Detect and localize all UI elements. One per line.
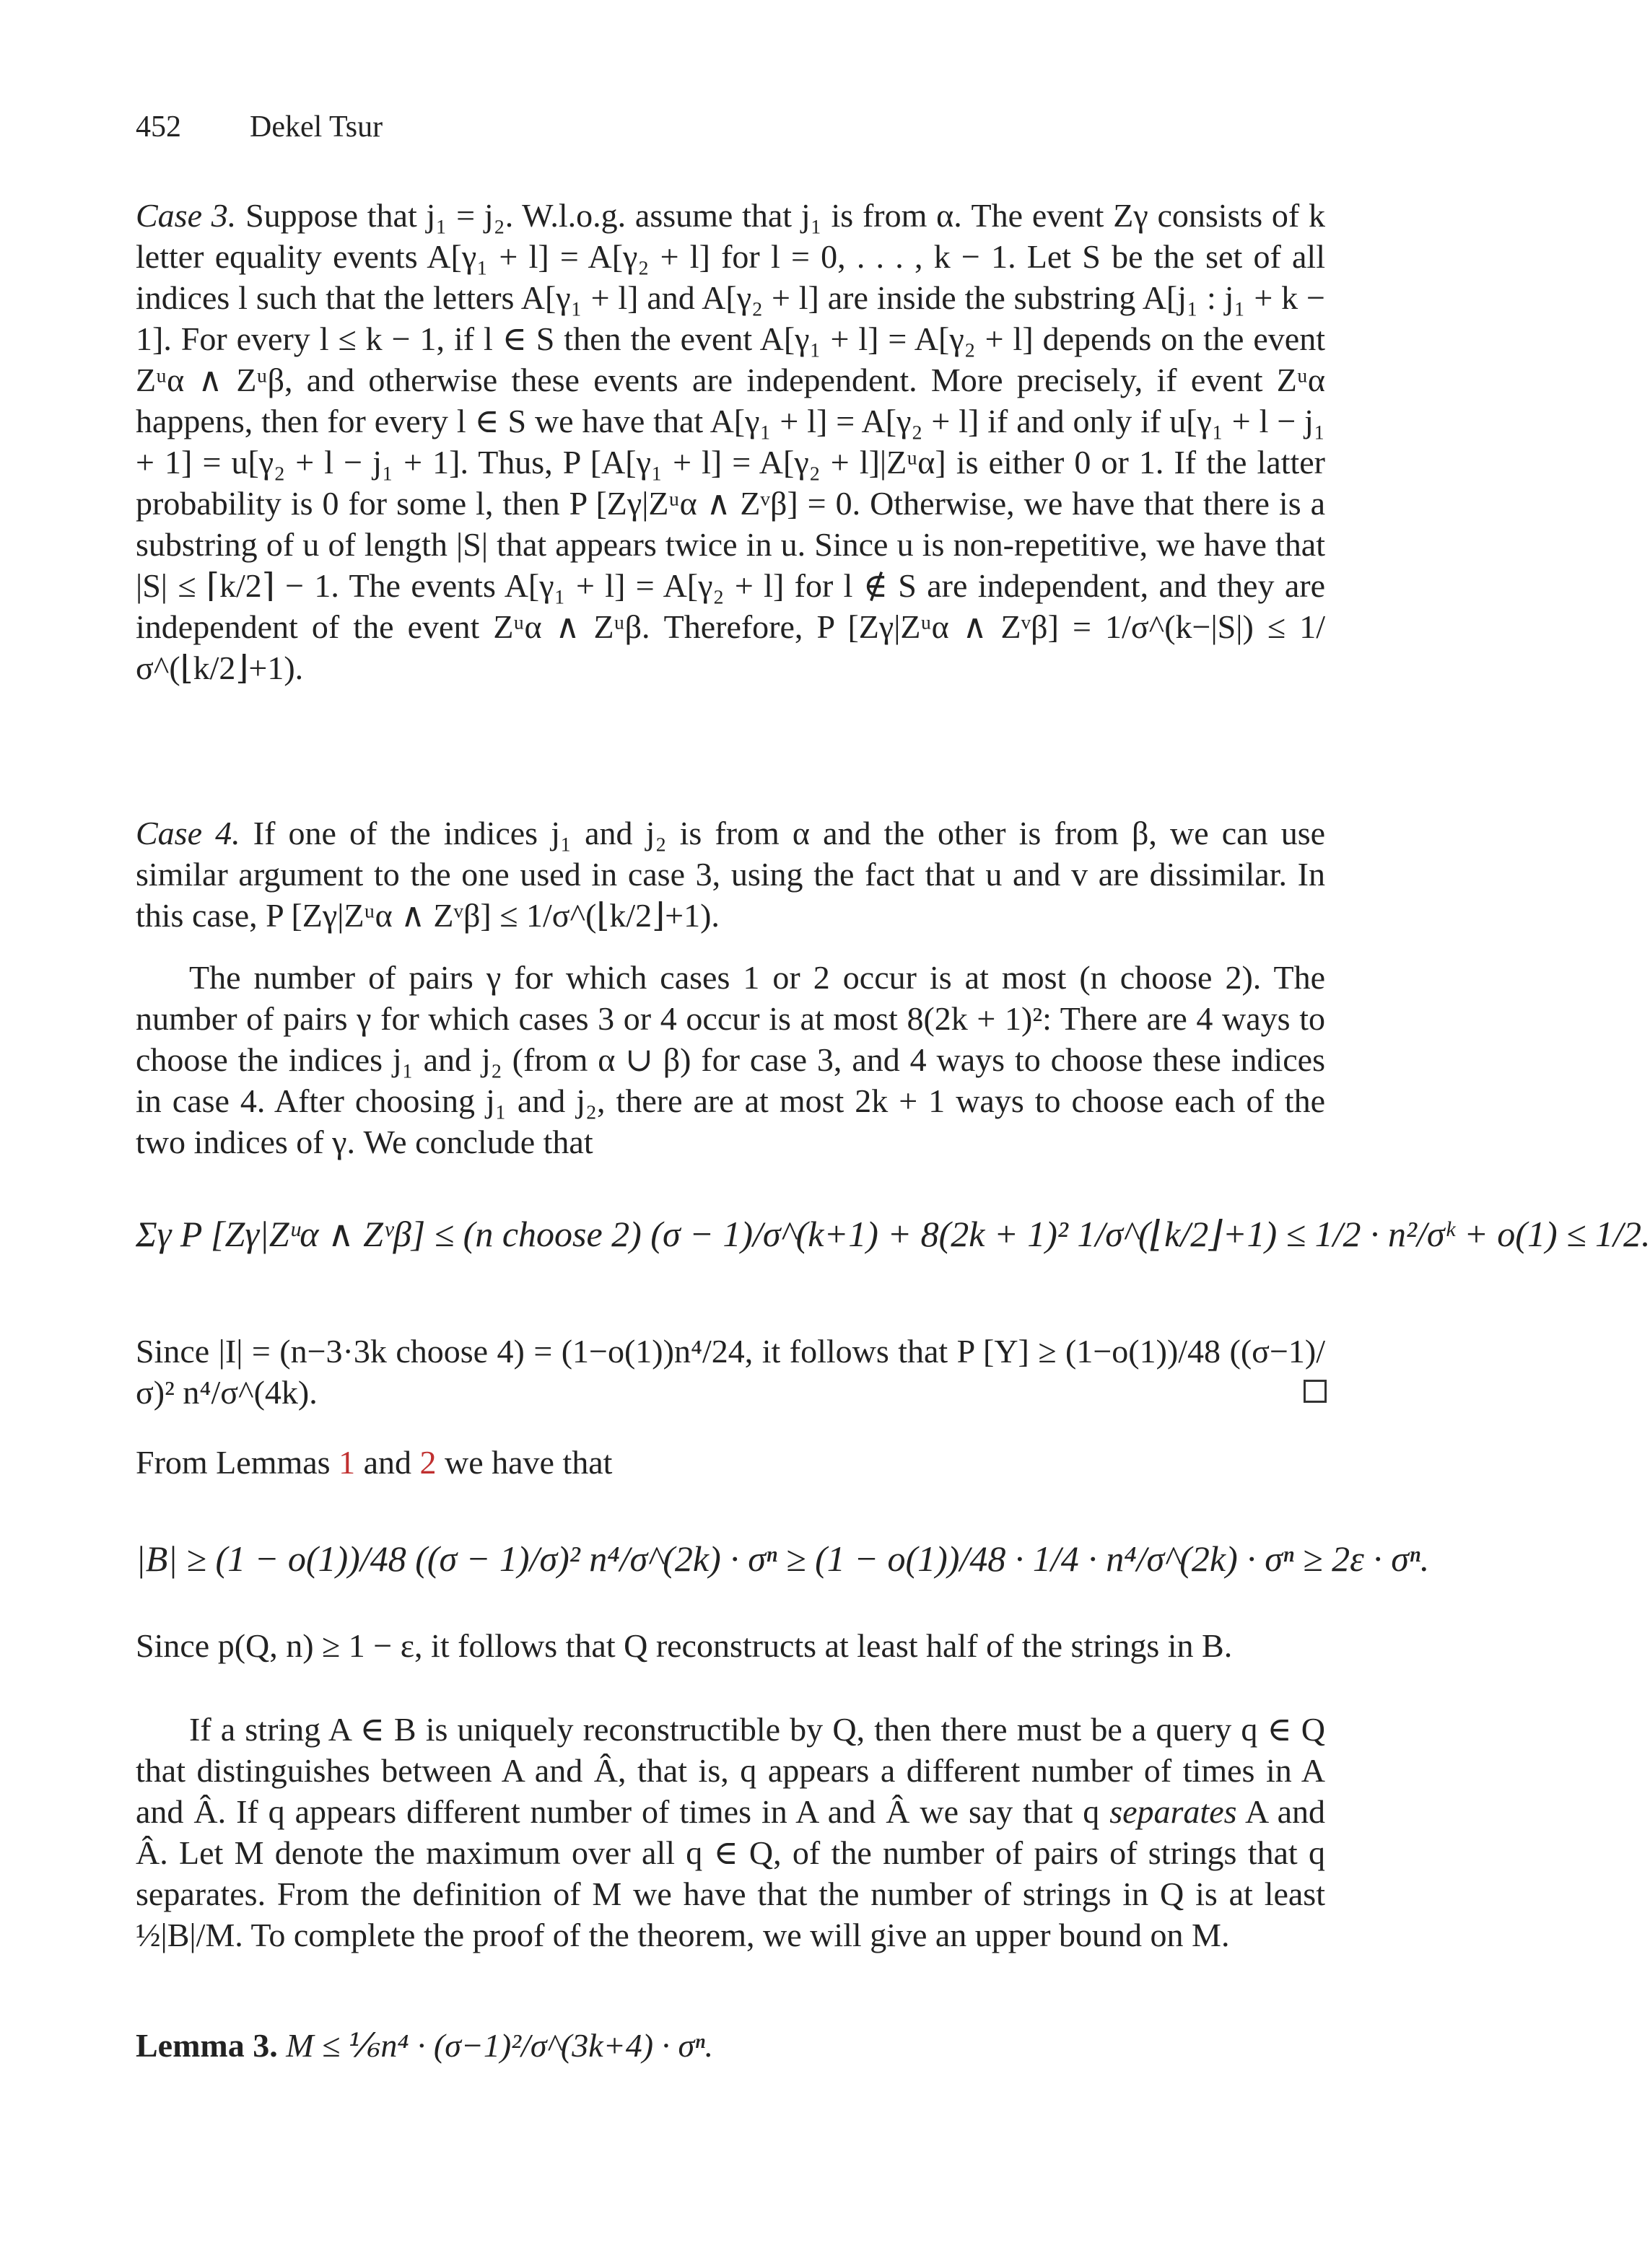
lemma-1-link[interactable]: 1 (339, 1444, 356, 1481)
sum-equation: Σγ P [Zγ|Zᵘα ∧ Zᵛβ] ≤ (n choose 2) (σ − 1)/σ^(k+1) + 8(2k + 1)² 1/σ^(⌊k/2⌋+1) ≤ 1/2 · n²/σᵏ + o(1) ≤ 1/2. (136, 1214, 1650, 1254)
string-paragraph (136, 1709, 1325, 1956)
case4-text: If one of the indices j₁ and j₂ is from α and the other is from β, we can use similar argument to the one used in case 3, using the fact that u and v are dissimilar. In this case, P [Zγ|Zᵘα ∧ Zᵛβ] ≤ 1/σ^(⌊k/2⌋+1). (136, 815, 1326, 934)
lemma3-label: Lemma 3. (136, 2027, 278, 2064)
lemma-2-link[interactable]: 2 (419, 1444, 437, 1481)
pairs-paragraph (136, 957, 1325, 1163)
since-p-text: Since p(Q, n) ≥ 1 − ε, it follows that Q reconstructs at least half of the strings in B. (136, 1627, 1233, 1664)
B-equation: |B| ≥ (1 − o(1))/48 ((σ − 1)/σ)² n⁴/σ^(2k) · σⁿ ≥ (1 − o(1))/48 · 1/4 · n⁴/σ^(2k) · σⁿ ≥ 2ε · σⁿ. (136, 1538, 1430, 1579)
case3-label: Case 3. (136, 197, 237, 234)
since-p-paragraph (136, 1625, 1325, 1666)
from-lemmas-paragraph (136, 1442, 1325, 1483)
string-text-part2: A and Â. Let M denote the maximum over all q ∈ Q, of the number of pairs of strings that q separates. From the definition of M we have that the number of strings in Q is at least ½|B|/M. To complete the proof of the theorem, we will give an upper bound on M. (136, 1793, 1326, 1953)
running-header (136, 108, 383, 146)
author-name: Dekel Tsur (250, 110, 383, 144)
string-text-part1: If a string A ∈ B is uniquely reconstructible by Q, then there must be a query q ∈ Q that distinguishes between A and Â, that is, q appears a different number of times in A and Â. If q appears different number of times in A and Â we say that q (136, 1711, 1325, 1830)
case3-text: Suppose that j₁ = j₂. W.l.o.g. assume that j₁ is from α. The event Zγ consists of k letter equality events A[γ₁ + l] = A[γ₂ + l] for l = 0, . . . , k − 1. Let S be the set of all indices l such that the letters A[γ₁ + l] and A[γ₂ + l] are inside the substring A[j₁ : j₁ + k − 1]. For every l ≤ k − 1, if l ∈ S then the event A[γ₁ + l] = A[γ₂ + l] depends on the event Zᵘα ∧ Zᵘβ, and otherwise these events are independent. More precisely, if event Zᵘα happens, then for every l ∈ S we have that A[γ₁ + l] = A[γ₂ + l] if and only if u[γ₁ + l − j₁ + 1] = u[γ₂ + l − j₁ + 1]. Thus, P [A[γ₁ + l] = A[γ₂ + l]|Zᵘα] is either 0 or 1. If the latter probability is 0 for some l, then P [Zγ|Zᵘα ∧ Zᵛβ] = 0. Otherwise, we have that there is a substring of u of length |S| that appears twice in u. Since u is non-repetitive, we have that |S| ≤ ⌈k/2⌉ − 1. The events A[γ₁ + l] = A[γ₂ + l] for l ∉ S are independent, and they are independent of the event Zᵘα ∧ Zᵘβ. Therefore, P [Zγ|Zᵘα ∧ Zᵛβ] = 1/σ^(k−|S|) ≤ 1/σ^(⌊k/2⌋+1). (136, 197, 1326, 686)
lemma3-paragraph (136, 2025, 1325, 2066)
since-I-text: Since |I| = (n−3·3k choose 4) = (1−o(1))n⁴/24, it follows that P [Y] ≥ (1−o(1))/48 ((σ−1)/σ)² n⁴/σ^(4k). (136, 1333, 1325, 1411)
separates-term: separates (1109, 1793, 1237, 1830)
pairs-text: The number of pairs γ for which cases 1 or 2 occur is at most (n choose 2). The number of pairs γ for which cases 3 or 4 occur is at most 8(2k + 1)²: There are 4 ways to choose the indices j₁ and j₂ (from α ∪ β) for case 3, and 4 ways to choose these indices in case 4. After choosing j₁ and j₂, there are at most 2k + 1 ways to choose each of the two indices of γ. We conclude that (136, 959, 1325, 1160)
page-number: 452 (136, 110, 181, 144)
qed-square-icon (1304, 1380, 1327, 1403)
case3-paragraph (136, 195, 1325, 688)
case4-label: Case 4. (136, 815, 240, 851)
from-lemmas-after: we have that (436, 1444, 613, 1481)
case4-paragraph (136, 813, 1325, 936)
since-I-paragraph (136, 1331, 1325, 1413)
from-lemmas-middle: and (355, 1444, 420, 1481)
from-lemmas-before: From Lemmas (136, 1444, 339, 1481)
lemma3-statement: M ≤ ⅙n⁴ · (σ−1)²/σ^(3k+4) · σⁿ. (286, 2027, 714, 2064)
